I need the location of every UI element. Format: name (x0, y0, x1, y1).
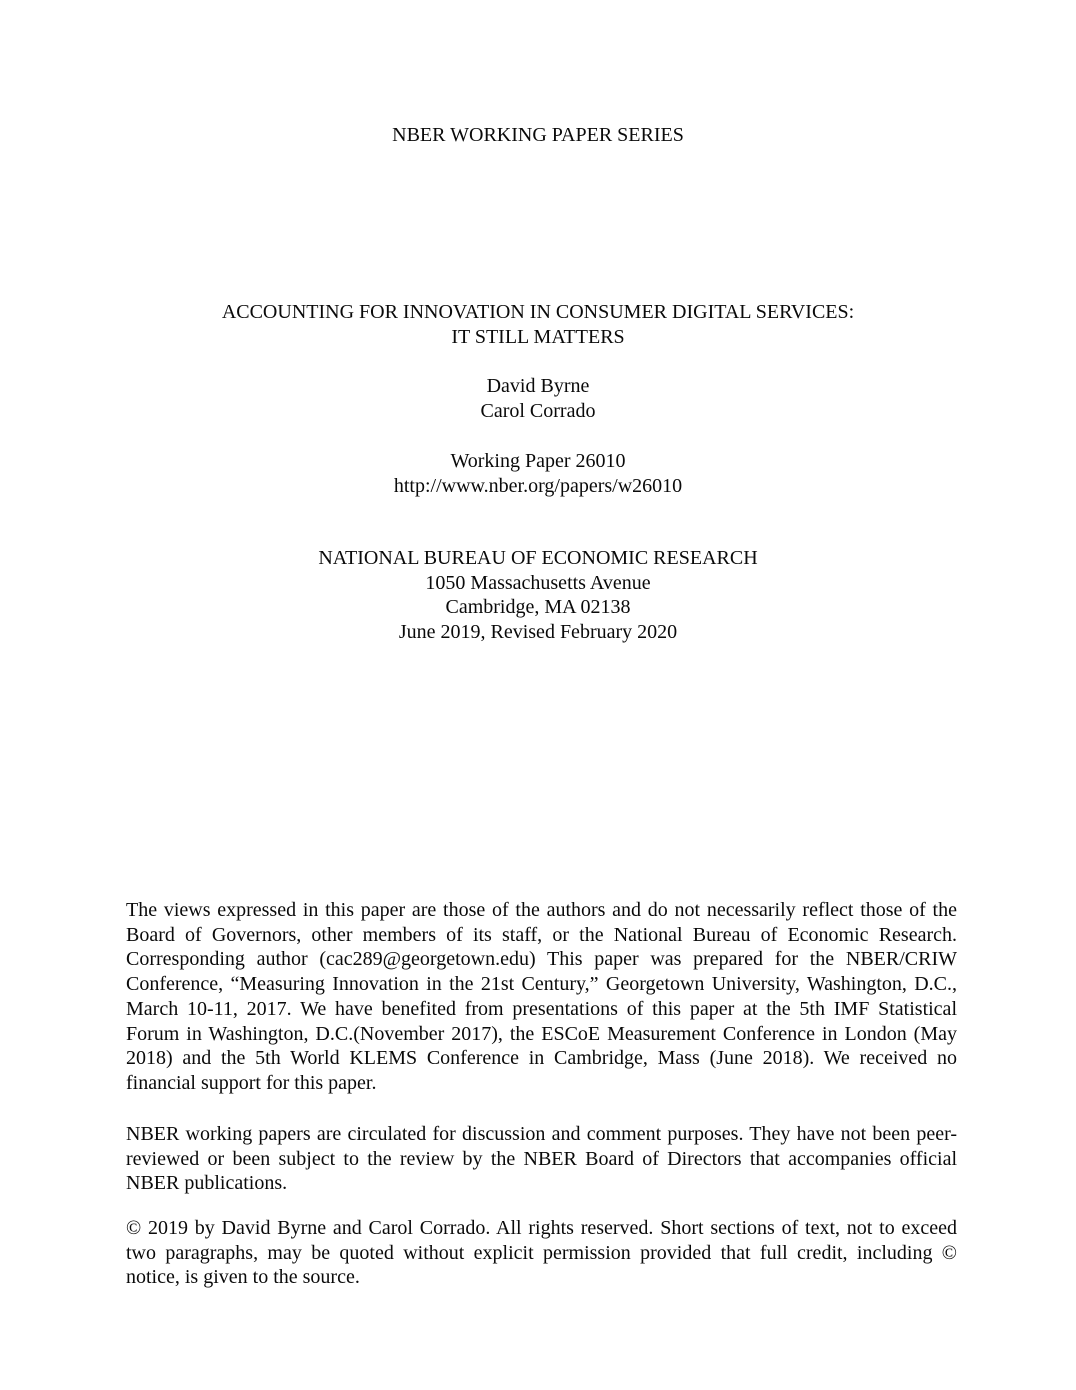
paper-url: http://www.nber.org/papers/w26010 (393, 474, 683, 497)
series-header: NBER WORKING PAPER SERIES (392, 124, 684, 146)
working-paper-number: Working Paper 26010 (450, 450, 626, 472)
institution-address-line1: 1050 Massachusetts Avenue (425, 571, 651, 594)
institution-block (0, 546, 1076, 645)
paper-title (0, 300, 1076, 349)
disclaimer-paragraph-2: NBER working papers are circulated for discussion and comment purposes. They have not been peer-reviewed or been subject to the review by the NBER Board of Directors that accompanies official NBER publications. (126, 1123, 957, 1195)
author-name-1: David Byrne (486, 375, 590, 397)
paper-title-line1: ACCOUNTING FOR INNOVATION IN CONSUMER DIGITAL SERVICES: (221, 301, 855, 323)
disclaimer-paragraph-1: The views expressed in this paper are those of the authors and do not necessarily reflect those of the Board of Governors, other members of its staff, or the National Bureau of Economic Research. Corresponding author (cac289@georgetown.edu) This paper was prepared for the NBER/CRIW Conference, “Measuring Innovation in the 21st Century,” Georgetown University, Washington, D.C., March 10-11, 2017. We have benefited from presentations of this paper at the 5th IMF Statistical Forum in Washington, D.C.(November 2017), the ESCoE Measurement Conference in London (May 2018) and the 5th World KLEMS Conference in Cambridge, Mass (June 2018). We received no financial support for this paper. (126, 899, 957, 1094)
institution-address-line2: Cambridge, MA 02138 (445, 596, 631, 619)
publication-date-line: June 2019, Revised February 2020 (398, 621, 678, 644)
author-name-2: Carol Corrado (480, 399, 596, 422)
copyright-paragraph: © 2019 by David Byrne and Carol Corrado. All rights reserved. Short sections of text, not to exceed two paragraphs, may be quoted without explicit permission provided that full credit, including © notice, is given to the source. (126, 1217, 957, 1289)
author-block (0, 374, 1076, 423)
institution-name: NATIONAL BUREAU OF ECONOMIC RESEARCH (318, 547, 758, 569)
working-paper-block (0, 449, 1076, 498)
paper-title-line2: IT STILL MATTERS (451, 325, 625, 348)
